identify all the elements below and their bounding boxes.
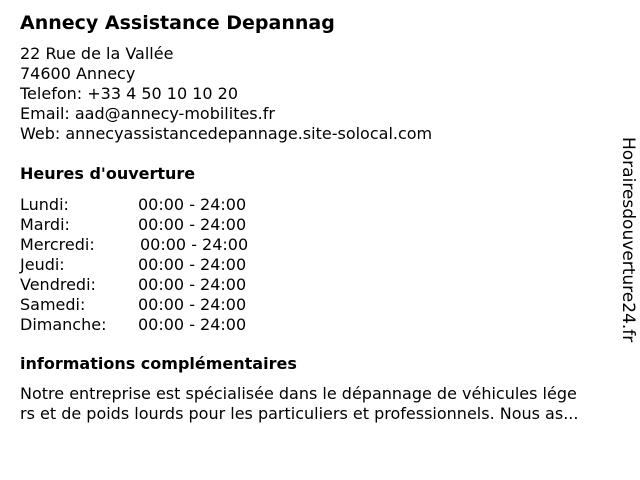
time-range: 00:00 - 24:00 [138,255,247,274]
watermark-text: Horairesdouverture24.fr [618,137,638,343]
time-range: 00:00 - 24:00 [140,235,249,254]
time-range: 00:00 - 24:00 [138,315,247,334]
info-description [20,384,632,424]
website: Web: annecyassistancedepannage.site-solocal.com [20,124,433,143]
time-range: 00:00 - 24:00 [138,295,247,314]
day-label: Vendredi: [20,275,96,294]
email-address: Email: aad@annecy-mobilites.fr [20,104,275,123]
day-label: Samedi: [20,295,86,314]
business-name: Annecy Assistance Depannag [20,12,335,34]
day-label: Mercredi: [20,235,95,254]
day-label: Lundi: [20,195,69,214]
day-label: Mardi: [20,215,70,234]
time-range: 00:00 - 24:00 [138,195,247,214]
info-heading: informations complémentaires [20,354,297,373]
day-label: Jeudi: [20,255,65,274]
time-range: 00:00 - 24:00 [138,275,247,294]
street-address: 22 Rue de la Vallée [20,44,174,63]
phone-number: Telefon: +33 4 50 10 10 20 [20,84,239,103]
city-postal: 74600 Annecy [20,64,136,83]
day-label: Dimanche: [20,315,107,334]
info-line: Notre entreprise est spécialisée dans le dépannage de véhicules lége [20,384,577,403]
hours-heading: Heures d'ouverture [20,164,196,183]
watermark [612,137,638,373]
address-block [20,44,432,144]
time-range: 00:00 - 24:00 [138,215,247,234]
info-line: rs et de poids lourds pour les particuliers et professionnels. Nous as... [20,404,579,423]
